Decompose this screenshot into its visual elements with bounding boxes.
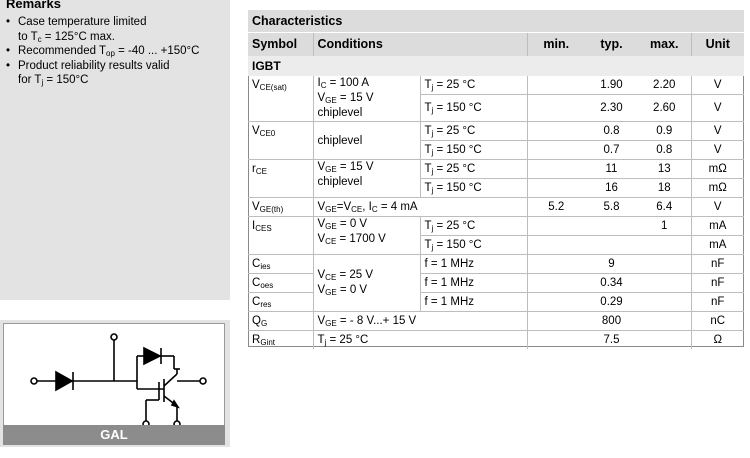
table-row: $V_{GE(th)}$ $V_{GE}=V_{CE}$, $I_C = 4$ mA 5.2 5.8 6.4 V bbox=[248, 198, 744, 217]
table-row: $C_{ies}$ $V_{CE} = 25$ V $V_{GE} = 0$ V f = 1 MHz 9 nF bbox=[248, 255, 744, 274]
table-header-row bbox=[248, 32, 744, 56]
section-row bbox=[248, 56, 744, 76]
table-row: $C_{res}$ f = 1 MHz 0.29 nF bbox=[248, 293, 744, 312]
condition-temp: $T_j = 25$ °C bbox=[420, 122, 527, 141]
header-unit: Unit bbox=[691, 32, 744, 56]
table-row: $T_j = 150$ °C 0.7 0.8 V bbox=[248, 141, 744, 160]
symbol-cell: $V_{CE0}$ bbox=[248, 122, 313, 160]
condition-cell: $V_{GE} = 15$ V chiplevel bbox=[313, 160, 420, 198]
condition-cell: $I_C = 100$ A $V_{GE} = 15$ V chiplevel bbox=[313, 76, 420, 122]
condition-temp: $T_j = 150$ °C bbox=[420, 141, 527, 160]
condition-cell: $T_j = 25$ °C bbox=[313, 331, 527, 350]
condition-freq: f = 1 MHz bbox=[420, 255, 527, 274]
header-max: max. bbox=[638, 32, 691, 56]
condition-temp: $T_j = 150$ °C bbox=[420, 95, 527, 122]
table-row: $Q_G$ $V_{GE}$ = - 8 V...+ 15 V 800 nC bbox=[248, 312, 744, 331]
condition-cell: chiplevel bbox=[313, 122, 420, 160]
symbol-cell: $r_{CE}$ bbox=[248, 160, 313, 198]
table-row: $C_{oes}$ f = 1 MHz 0.34 nF bbox=[248, 274, 744, 293]
remark-item: • Case temperature limited to $T_c = 125^\circ C$ max. bbox=[6, 16, 147, 44]
symbol-cell: $V_{CE(sat)}$ bbox=[252, 79, 287, 92]
symbol-cell: $V_{GE(th)}$ bbox=[248, 198, 313, 217]
table-row: $V_{CE(sat)}$ $I_C = 100$ A $V_{GE} = 15$ V chiplevel $T_j = 25$ °C 1.90 2.20 V bbox=[248, 76, 744, 95]
bullet-icon: • bbox=[6, 16, 11, 28]
condition-temp: $T_j = 25$ °C bbox=[420, 76, 527, 95]
symbol-cell: $I_{CES}$ bbox=[248, 217, 313, 255]
table-row: $R_{Gint}$ $T_j = 25$ °C 7.5 Ω bbox=[248, 331, 744, 350]
condition-temp: $T_j = 25$ °C bbox=[420, 160, 527, 179]
table-row: $r_{CE}$ $V_{GE} = 15$ V chiplevel $T_j = 25$ °C 11 13 mΩ bbox=[248, 160, 744, 179]
symbol-cell: $Q_G$ bbox=[248, 312, 313, 331]
remarks-panel bbox=[0, 0, 230, 300]
remarks-list bbox=[6, 15, 199, 88]
table-row: $T_j = 150$ °C mA bbox=[248, 236, 744, 255]
condition-freq: f = 1 MHz bbox=[420, 274, 527, 293]
condition-cell: $V_{GE}=V_{CE}$, $I_C = 4$ mA bbox=[313, 198, 527, 217]
table-title-row bbox=[248, 10, 744, 32]
table-row: $T_j = 150$ °C 16 18 mΩ bbox=[248, 179, 744, 198]
remark-item: • Product reliability results valid for $T_j = 150^\circ C$ bbox=[6, 59, 170, 87]
header-min: min. bbox=[527, 32, 585, 56]
bullet-icon: • bbox=[6, 59, 11, 72]
table-row: $I_{CES}$ $V_{GE} = 0$ V $V_{CE} = 1700$ V $T_j = 25$ °C 1 mA bbox=[248, 217, 744, 236]
characteristics-table bbox=[248, 10, 744, 349]
remark-item: • Recommended $T_{op} = -40$ ... +150°C bbox=[6, 45, 200, 58]
header-symbol: Symbol bbox=[248, 32, 313, 56]
section-igbt: IGBT bbox=[248, 56, 744, 76]
header-typ: typ. bbox=[585, 32, 638, 56]
table-row: $T_j = 150$ °C 2.30 2.60 V bbox=[248, 95, 744, 122]
symbol-cell: $C_{oes}$ bbox=[248, 274, 313, 293]
condition-cell: $V_{CE} = 25$ V $V_{GE} = 0$ V bbox=[313, 255, 420, 312]
condition-temp: $T_j = 150$ °C bbox=[420, 236, 527, 255]
header-conditions: Conditions bbox=[313, 32, 527, 56]
table-title: Characteristics bbox=[248, 10, 744, 32]
condition-cell: $V_{GE}$ = - 8 V...+ 15 V bbox=[313, 312, 527, 331]
symbol-cell: $C_{res}$ bbox=[248, 293, 313, 312]
symbol-cell: $C_{ies}$ bbox=[248, 255, 313, 274]
condition-temp: $T_j = 25$ °C bbox=[420, 217, 527, 236]
diagram-label: GAL bbox=[3, 425, 225, 445]
symbol-cell: $R_{Gint}$ bbox=[248, 331, 313, 350]
table-row: $V_{CE0}$ chiplevel $T_j = 25$ °C 0.8 0.9 V bbox=[248, 122, 744, 141]
condition-freq: f = 1 MHz bbox=[420, 293, 527, 312]
condition-temp: $T_j = 150$ °C bbox=[420, 179, 527, 198]
bullet-icon: • bbox=[6, 45, 11, 57]
condition-cell: $V_{GE} = 0$ V $V_{CE} = 1700$ V bbox=[313, 217, 420, 255]
remarks-title: Remarks bbox=[6, 0, 61, 11]
